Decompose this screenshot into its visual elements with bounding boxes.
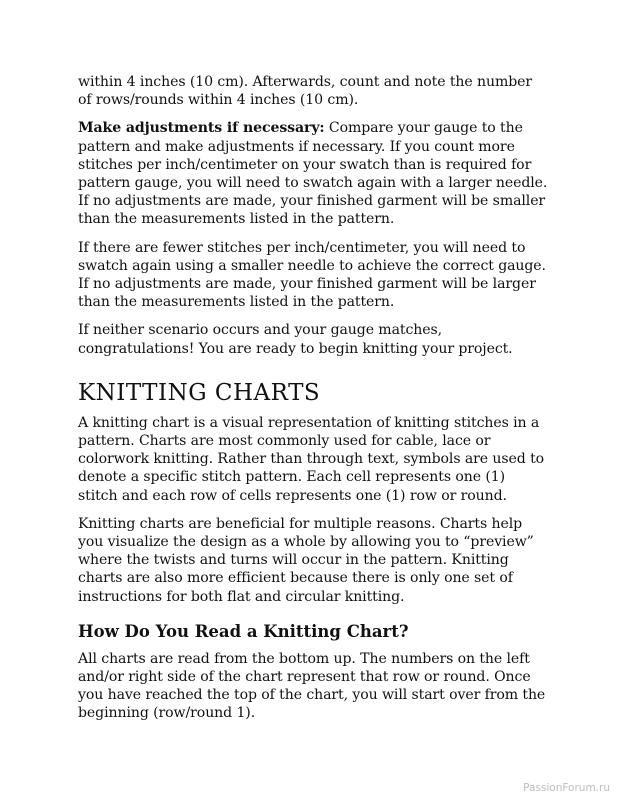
paragraph-gauge-rows: within 4 inches (10 cm). Afterwards, count and note the number of rows/rounds within 4 inches (10 cm). <box>78 74 533 109</box>
section-heading: KNITTING CHARTS <box>78 379 321 406</box>
paragraph-gauge-matches: If neither scenario occurs and your gauge matches, congratulations! You are ready to begin knitting your project. <box>78 322 513 357</box>
watermark: PassionForum.ru <box>523 782 610 794</box>
paragraph-fewer-stitches: If there are fewer stitches per inch/centimeter, you will need to swatch again using a smaller needle to achieve the correct gauge. If no adjustments are made, your finished garment will be larger than the measurements listed in the pattern. <box>78 239 546 311</box>
paragraph-make-adjustments <box>78 119 548 228</box>
paragraph-chart-benefits: Knitting charts are beneficial for multiple reasons. Charts help you visualize the design as a whole by allowing you to “preview” where the twists and turns will occur in the pattern. Knitting charts are also more efficient because there is only one set of instructions for both flat and circular knitting. <box>78 515 534 605</box>
subsection-heading: How Do You Read a Knitting Chart? <box>78 621 409 641</box>
paragraph-chart-definition: A knitting chart is a visual representation of knitting stitches in a pattern. Charts are most commonly used for cable, lace or colorwork knitting. Rather than through text, symbols are used to denote a specific stitch pattern. Each cell represents one (1) stitch and each row of cells represents one (1) row or round. <box>78 414 545 504</box>
adjustments-body: Compare your gauge to the pattern and make adjustments if necessary. If you count more stitches per inch/centimeter on your swatch than is required for pattern gauge, you will need to swatch again with a larger needle. If no adjustments are made, your finished garment will be smaller than the measurements listed in the pattern. <box>78 120 548 228</box>
paragraph-read-chart: All charts are read from the bottom up. The numbers on the left and/or right side of the chart represent that row or round. Once you have reached the top of the chart, you will start over from the beginning (row/round 1). <box>78 650 546 722</box>
adjustments-lead: Make adjustments if necessary: <box>78 120 325 137</box>
page-body <box>78 73 548 733</box>
